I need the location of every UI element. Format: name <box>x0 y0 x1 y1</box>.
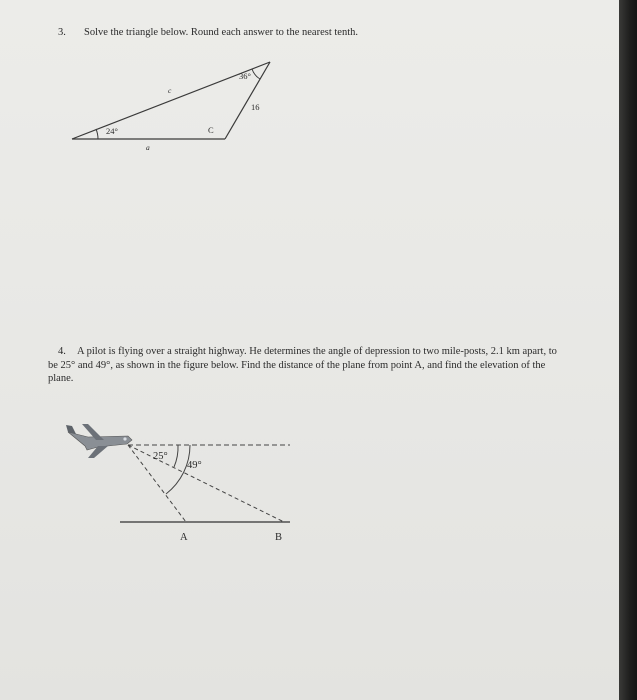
problem-4-number: 4. <box>58 346 66 357</box>
angle-36-arc <box>252 69 260 79</box>
angle-25-arc <box>174 445 178 467</box>
problem-4-figure <box>66 424 290 543</box>
side-c-label: c <box>168 86 172 95</box>
angle-49-label: 49° <box>187 460 202 471</box>
point-a-label: A <box>180 532 188 543</box>
problem-3-triangle <box>72 62 270 152</box>
angle-c-label: C <box>208 125 214 135</box>
angle-24-arc <box>96 129 98 139</box>
problem-4-text: A pilot is flying over a straight highway. He determines the angle of depression to two mile-posts, 2.1 km apart, to be 25° and 49°, as shown in the figure below. Find the distance of the plane from point A, and find the elevation of the plane. <box>48 346 557 384</box>
problem-3-number: 3. <box>58 27 66 38</box>
angle-25-label: 25° <box>153 451 168 462</box>
line-of-sight-to-b <box>128 445 284 522</box>
side-16-label: 16 <box>251 102 260 112</box>
angle-24-label: 24° <box>106 126 118 136</box>
side-a-label: a <box>146 143 150 152</box>
angle-36-label: 36° <box>239 71 251 81</box>
airplane-icon <box>66 424 132 458</box>
point-b-label: B <box>275 532 283 543</box>
problem-3-text: Solve the triangle below. Round each answer to the nearest tenth. <box>84 27 358 38</box>
